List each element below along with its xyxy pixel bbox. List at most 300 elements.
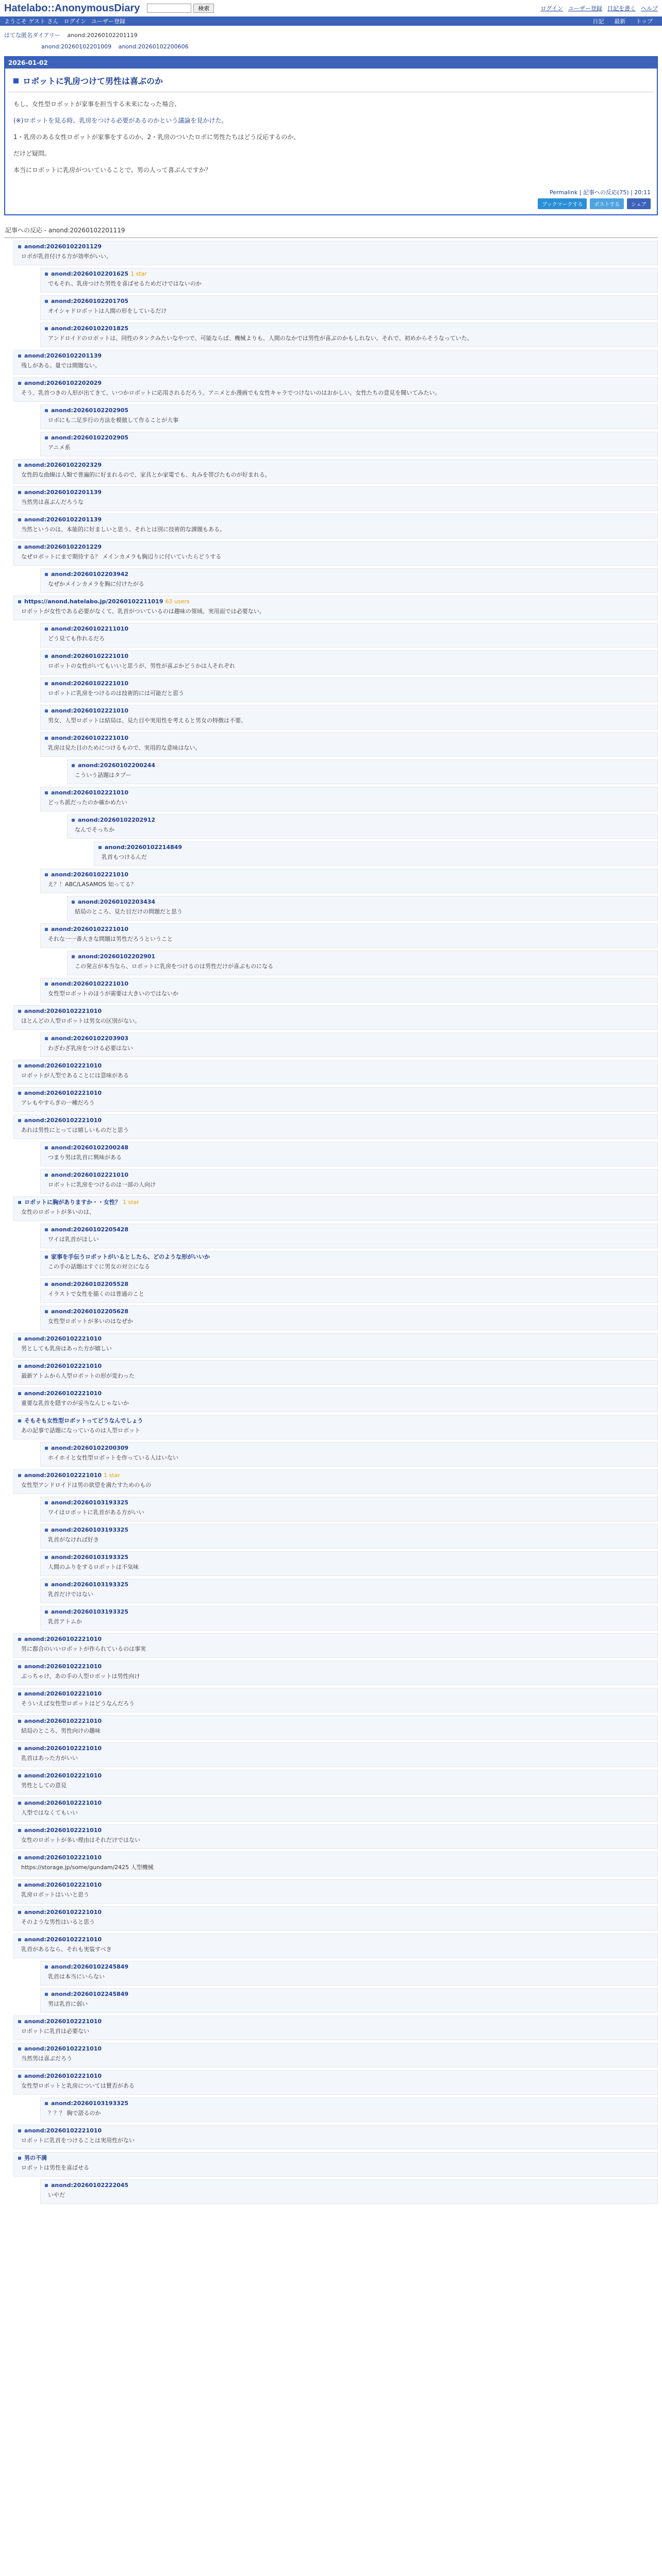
comment-item xyxy=(40,1032,658,1057)
comment-item xyxy=(13,486,658,511)
comment-item xyxy=(13,1087,658,1112)
comment-item xyxy=(13,1196,658,1221)
comment-text: ワイはロボットに乳首がある方がいい xyxy=(48,1509,144,1516)
comment-link[interactable]: anond:20260102201139 xyxy=(24,352,102,359)
nav-top-link[interactable]: トップ xyxy=(636,18,653,25)
breadcrumb-current: anond:20260102201119 xyxy=(67,32,138,39)
comment-link[interactable]: anond:20260102221010 xyxy=(24,1690,102,1697)
comment-item xyxy=(13,1469,658,1494)
comment-meta xyxy=(45,1171,653,1179)
comment-link[interactable]: anond:20260102221010 xyxy=(24,1062,102,1069)
comment-item xyxy=(13,1742,658,1767)
comment-text: 人間のふりをするロボットは不気味 xyxy=(48,1564,139,1570)
comment-link[interactable]: anond:20260102221010 xyxy=(24,1472,102,1479)
bullet-icon xyxy=(45,928,48,931)
bullet-icon xyxy=(45,737,48,740)
comment-meta xyxy=(18,2127,653,2135)
comment-link[interactable]: anond:20260102200248 xyxy=(51,1144,129,1151)
comment-link[interactable]: anond:20260102201139 xyxy=(24,516,102,523)
bullet-icon xyxy=(18,1665,21,1668)
comment-meta xyxy=(18,2072,653,2080)
comment-link[interactable]: anond:20260102201825 xyxy=(51,325,129,332)
comment-text: 女性的な曲線は人類で普遍的に好まれるので、家具とか家電でも、丸みを帯びたものが好まれる。 xyxy=(21,471,271,478)
comment-link[interactable]: anond:20260102203434 xyxy=(78,899,156,905)
comment-text: 女性型ロボットが多いのはなぜか xyxy=(48,1318,133,1325)
write-link[interactable]: 日記を書く xyxy=(607,5,636,12)
comment-item xyxy=(13,1879,658,1904)
comment-link[interactable]: anond:20260102221010 xyxy=(24,1117,102,1124)
comment-link[interactable]: anond:20260102245849 xyxy=(51,1963,129,1970)
comment-item xyxy=(13,2043,658,2067)
comment-link[interactable]: そもそも女性型ロボットってどうなんでしょう xyxy=(24,1417,143,1424)
bullet-icon xyxy=(18,1774,21,1777)
comment-link[interactable]: anond:20260102201625 xyxy=(51,270,129,277)
comment-text: ロボにも二足歩行の方法を模倣して作ることが大事 xyxy=(48,417,178,423)
nav-latest-link[interactable]: 最新 xyxy=(614,18,626,25)
comment-item xyxy=(13,1005,658,1030)
comment-text: ロボットに乳房をつけるのは一部の人向け xyxy=(48,1181,156,1188)
bullet-icon xyxy=(18,1938,21,1941)
bullet-icon xyxy=(18,1856,21,1859)
comment-link[interactable]: 男の不満 xyxy=(24,2155,47,2161)
comment-meta xyxy=(18,1826,653,1835)
article-paragraph: もし、女性型ロボットが家事を担当する未来になった場合、 xyxy=(13,100,181,108)
bullet-icon xyxy=(72,764,75,767)
bullet-icon xyxy=(18,1911,21,1914)
comment-link[interactable]: anond:20260102221010 xyxy=(24,1636,102,1642)
comment-text: そういえば女性型ロボットはどうなんだろう xyxy=(21,1700,135,1707)
comment-text: アニメ系 xyxy=(48,444,71,451)
comment-meta xyxy=(45,789,653,797)
comment-link[interactable]: https://anond.hatelabo.jp/20260102211019 xyxy=(24,598,163,605)
comment-link[interactable]: anond:20260102221010 xyxy=(51,1172,129,1178)
comment-meta xyxy=(45,1526,653,1534)
comment-text: ロボットは男性を喜ばせる xyxy=(21,2164,89,2171)
comment-meta xyxy=(18,1799,653,1807)
comment-meta xyxy=(45,707,653,715)
comment-item xyxy=(40,1551,658,1576)
bullet-icon xyxy=(18,2157,21,2160)
bullet-icon xyxy=(18,600,21,603)
bullet-icon xyxy=(45,1037,48,1040)
comment-link[interactable]: anond:20260102221010 xyxy=(24,1854,102,1861)
comment-meta xyxy=(18,1936,653,1944)
comment-link[interactable]: anond:20260102221010 xyxy=(24,1936,102,1943)
post-button[interactable]: ポストする xyxy=(590,198,624,209)
bullet-icon xyxy=(45,2184,48,2187)
register-link[interactable]: ユーザー登録 xyxy=(568,5,602,12)
bullet-icon xyxy=(18,1365,21,1368)
comment-meta xyxy=(18,1717,653,1725)
comment-text: そのような男性はいると思う xyxy=(21,1919,95,1925)
comment-link[interactable]: anond:20260102202329 xyxy=(24,462,102,468)
comment-item xyxy=(40,677,658,702)
comment-link[interactable]: anond:20260102202901 xyxy=(78,953,156,960)
bullet-icon xyxy=(18,2020,21,2023)
comment-link[interactable]: anond:20260102221010 xyxy=(24,1718,102,1724)
bullet-icon xyxy=(18,2047,21,2050)
article-paragraph: 本当にロボットに乳房がついていることで、男の人って喜ぶんですか？ xyxy=(13,166,211,174)
comment-text: 当然男は喜ぶだろう xyxy=(21,2055,72,2062)
comment-meta xyxy=(45,406,653,415)
comment-link[interactable]: anond:20260102221010 xyxy=(24,1882,102,1888)
comment-item xyxy=(13,2152,658,2177)
comment-meta xyxy=(45,1226,653,1234)
bullet-icon xyxy=(72,901,75,904)
refs-header: 記事への反応 - anond:20260102201119 xyxy=(4,224,658,238)
bullet-icon xyxy=(18,1337,21,1341)
comment-meta xyxy=(45,652,653,660)
comment-text: 当然というのは、本能的に好ましいと思う。それとは別に技術的な課題もある。 xyxy=(21,526,225,533)
comment-link[interactable]: anond:20260102221010 xyxy=(51,789,129,796)
comment-meta xyxy=(18,1881,653,1889)
bookmark-button[interactable]: ブックマークする xyxy=(538,198,587,209)
comment-text: ワイは乳首がほしい xyxy=(48,1236,99,1243)
comment-text: 乳房は見た目のためにつけるもので、実用的な意味はない。 xyxy=(48,744,201,751)
comment-link[interactable]: anond:20260102221010 xyxy=(51,871,129,878)
comment-link[interactable]: anond:20260102200244 xyxy=(78,762,156,769)
comment-item xyxy=(67,951,658,975)
comment-text: ロボットが人型であることには意味がある xyxy=(21,1072,129,1079)
site-header xyxy=(0,0,662,16)
comment-link[interactable]: anond:20260102245849 xyxy=(51,1991,129,1997)
comment-link[interactable]: anond:20260102221010 xyxy=(51,926,129,933)
comment-text: ロボットに乳首は必要ない xyxy=(21,2028,89,2035)
comment-text: それな一一番大きな問題は男性だろうということ xyxy=(48,936,173,942)
comment-text: なんでそっちか xyxy=(75,826,114,833)
comment-item xyxy=(40,1142,658,1166)
comment-text: ぶっちゃけ、あの手の人型ロボットは男性向け xyxy=(21,1673,140,1680)
bullet-icon xyxy=(18,1119,21,1122)
comment-item xyxy=(13,1934,658,1958)
comment-link[interactable]: anond:20260102221010 xyxy=(24,1909,102,1916)
comment-link[interactable]: anond:20260102205628 xyxy=(51,1308,129,1315)
comment-link[interactable]: 家事を手伝うロボットがいるとしたら、どのような形がいいか xyxy=(51,1253,210,1260)
comment-item xyxy=(40,623,658,648)
comment-link[interactable]: anond:20260102211010 xyxy=(51,625,129,632)
comment-link[interactable]: anond:20260102205428 xyxy=(51,1226,129,1233)
comment-item xyxy=(40,1224,658,1248)
comment-item xyxy=(40,295,658,320)
comment-link[interactable]: anond:20260102221010 xyxy=(24,2073,102,2079)
comment-meta xyxy=(45,925,653,934)
comment-link[interactable]: anond:20260103193325 xyxy=(51,1499,129,1506)
comment-meta xyxy=(18,598,653,606)
login-link[interactable]: ログイン xyxy=(540,5,563,12)
bullet-icon xyxy=(18,518,21,521)
site-logo[interactable]: Hatelabo::AnonymousDiary xyxy=(4,2,140,14)
comment-link[interactable]: anond:20260102221010 xyxy=(51,653,129,659)
comment-link[interactable]: anond:20260102202912 xyxy=(78,817,156,823)
comment-item xyxy=(13,1660,658,1685)
search-input[interactable] xyxy=(147,4,191,13)
comment-link[interactable]: anond:20260102214849 xyxy=(105,844,183,851)
comment-item xyxy=(40,1497,658,1521)
comment-text: 女性型ロボットのほうが需要は大きいのではないか xyxy=(48,990,178,997)
comment-link[interactable]: anond:20260102203903 xyxy=(51,1035,129,1042)
comment-text: ロボットに乳房をつけるのは技術的には可能だと思う xyxy=(48,690,184,697)
bullet-icon xyxy=(45,1965,48,1969)
comment-meta xyxy=(45,297,653,306)
help-link[interactable]: ヘルプ xyxy=(641,5,658,12)
share-buttons xyxy=(5,198,657,214)
comment-meta xyxy=(18,1635,653,1643)
bullet-icon xyxy=(18,382,21,385)
comment-item xyxy=(40,1278,658,1303)
comment-link[interactable]: anond:20260102221010 xyxy=(24,1772,102,1779)
comment-text: 乳首はあった方がいい xyxy=(21,1755,78,1761)
comment-text: 乳首があるなら、それも実装すべき xyxy=(21,1946,112,1953)
comment-link[interactable]: anond:20260102202905 xyxy=(51,434,129,441)
comment-link[interactable]: anond:20260102221010 xyxy=(24,2045,102,2052)
comment-meta xyxy=(45,680,653,688)
permalink[interactable]: Permalink | 記事への反応(75) | 20:11 xyxy=(550,189,651,196)
nav-login-link[interactable]: ログイン xyxy=(63,18,87,25)
comment-link[interactable]: anond:20260102205528 xyxy=(51,1281,129,1287)
bullet-icon xyxy=(18,1638,21,1641)
comment-text: 男女、人型ロボットは結局は、見た目や実用性を考えると男女の特徴は不要。 xyxy=(48,717,246,724)
bullet-icon xyxy=(72,819,75,822)
comment-link[interactable]: anond:20260102221010 xyxy=(24,2127,102,2134)
comment-meta xyxy=(18,1007,653,1015)
bullet-icon xyxy=(45,982,48,986)
comment-item xyxy=(13,1333,658,1358)
bullet-icon xyxy=(18,1747,21,1750)
comment-item xyxy=(67,896,658,921)
comment-meta xyxy=(72,761,653,770)
comment-item xyxy=(13,2070,658,2095)
comment-meta xyxy=(72,816,653,824)
comment-link[interactable]: anond:20260102222045 xyxy=(51,2182,129,2189)
comment-link[interactable]: ロボットに胸がありますか・・女性？ xyxy=(24,1199,121,1206)
comment-item xyxy=(13,1360,658,1385)
bullet-icon xyxy=(45,709,48,713)
bullet-icon xyxy=(45,1228,48,1231)
comment-text: こういう話題はタブー xyxy=(75,772,131,778)
comment-meta xyxy=(45,734,653,742)
comment-meta xyxy=(45,270,653,278)
comment-text: わざわざ乳房をつける必要はない xyxy=(48,1045,133,1052)
comment-item xyxy=(40,1306,658,1330)
comment-item xyxy=(40,2179,658,2204)
bullet-icon xyxy=(18,1064,21,1067)
comment-text: この手の話題はすぐに男女の対立になる xyxy=(48,1263,150,1270)
comment-item xyxy=(94,841,658,866)
prev-entry-link[interactable]: anond:20260102201009 xyxy=(41,43,112,50)
comment-text: 乳首は本当にいらない xyxy=(48,1973,105,1980)
comment-link[interactable]: anond:20260102201705 xyxy=(51,298,129,304)
comment-meta xyxy=(45,1280,653,1289)
comment-item xyxy=(40,705,658,730)
article-paragraph: 1・乳房のある女性ロボットが家事をするのか、2・乳房のついたロボに男性たちはどう反応するのか、 xyxy=(13,133,300,141)
comment-item xyxy=(13,241,658,265)
share-button[interactable]: シェア xyxy=(627,198,651,209)
article-footer xyxy=(5,185,657,198)
comment-item xyxy=(13,2015,658,2040)
comment-item xyxy=(13,541,658,566)
article-paragraph xyxy=(13,116,649,125)
comment-meta xyxy=(18,1663,653,1671)
comment-meta xyxy=(45,1499,653,1507)
comment-meta xyxy=(18,461,653,469)
comment-text: 乳首だけではない xyxy=(48,1591,93,1598)
comment-text: ？？？ 胸で語るのか xyxy=(48,2110,101,2116)
comment-link[interactable]: anond:20260102221010 xyxy=(51,980,129,987)
comment-meta xyxy=(18,352,653,360)
bullet-icon xyxy=(45,655,48,658)
comment-text: https://storage.jp/some/gundam/2425 人型機械 xyxy=(21,1864,154,1871)
comment-text: 乳首アトムか xyxy=(48,1618,82,1625)
comment-item xyxy=(13,1715,658,1740)
comment-link[interactable]: anond:20260102221010 xyxy=(24,1335,102,1342)
comment-item xyxy=(40,1606,658,1631)
star-count[interactable]: 1 star xyxy=(104,1472,120,1479)
bullet-icon xyxy=(98,846,102,849)
comment-link[interactable]: anond:20260103193325 xyxy=(51,1581,129,1588)
comment-text: どっち派だったのか確かめたい xyxy=(48,799,127,806)
comment-item xyxy=(13,2125,658,2149)
comment-meta xyxy=(18,1062,653,1070)
comment-text: 女性型アンドロイドは男の欲望を満たすためのもの xyxy=(21,1482,152,1488)
comment-link[interactable]: anond:20260103193325 xyxy=(51,1608,129,1615)
bullet-icon xyxy=(18,464,21,467)
comment-item xyxy=(13,596,658,620)
bullet-icon xyxy=(18,245,21,248)
comment-text: なぜロボットにまで期待する？ メインカメラも胸辺りに付いていたらどうする xyxy=(21,553,222,560)
bullet-icon xyxy=(72,955,75,958)
comment-item xyxy=(13,459,658,484)
bullet-icon xyxy=(45,1556,48,1559)
bullet-icon xyxy=(18,1474,21,1477)
bullet-icon xyxy=(18,546,21,549)
comment-meta xyxy=(98,843,653,852)
comment-link[interactable]: anond:20260103193325 xyxy=(51,1554,129,1561)
comment-item xyxy=(67,759,658,784)
comment-meta xyxy=(45,2099,653,2108)
comment-link[interactable]: anond:20260102221010 xyxy=(24,1745,102,1752)
comment-text: あれは男性にとっては嬉しいものだと思う xyxy=(21,1127,129,1133)
comment-link[interactable]: anond:20260102221010 xyxy=(24,2018,102,2025)
comment-meta xyxy=(72,898,653,906)
comment-item xyxy=(40,1579,658,1603)
bullet-icon xyxy=(45,682,48,685)
nav-register-link[interactable]: ユーザー登録 xyxy=(91,18,126,25)
comment-link[interactable]: anond:20260102201229 xyxy=(24,544,102,550)
comment-item xyxy=(40,978,658,1003)
comment-link[interactable]: anond:20260102201129 xyxy=(24,243,102,250)
comment-text: 最新アトムから人型ロボットの形が変わった xyxy=(21,1372,135,1379)
title-square-icon xyxy=(13,78,19,83)
comment-text: 結局のところ、男性向けの趣味 xyxy=(21,1727,101,1734)
comment-link[interactable]: anond:20260103193325 xyxy=(51,2100,129,2107)
comment-meta xyxy=(45,871,653,879)
comment-text: でもそれ、乳房つけた男性を喜ばせるためだけではないのか xyxy=(48,280,202,287)
bullet-icon xyxy=(18,1201,21,1204)
article-title[interactable] xyxy=(8,69,654,92)
bullet-icon xyxy=(45,1310,48,1313)
comment-meta xyxy=(18,2018,653,2026)
comment-text: ロボットに乳首をつけることは実用性がない xyxy=(21,2137,135,2144)
breadcrumb-top-link[interactable]: はてな匿名ダイアリー xyxy=(4,32,61,39)
comment-meta xyxy=(18,1744,653,1753)
bullet-icon xyxy=(45,273,48,276)
bullet-icon xyxy=(18,1829,21,1832)
bullet-icon xyxy=(18,354,21,358)
comment-meta xyxy=(18,516,653,524)
comment-link[interactable]: anond:20260102221010 xyxy=(24,1090,102,1096)
comment-link[interactable]: anond:20260102201139 xyxy=(24,489,102,496)
comment-link[interactable]: anond:20260102221010 xyxy=(24,1008,102,1014)
comment-text: ロボットが女性である必要がなくて、乳首がついているのは趣味の領域。実用面では必要ない。 xyxy=(21,608,265,615)
search-button[interactable]: 検索 xyxy=(193,4,214,13)
comment-link[interactable]: anond:20260102221010 xyxy=(51,707,129,714)
comment-text: アレもやすらぎの一種だろう xyxy=(21,1099,95,1106)
article xyxy=(4,56,658,215)
comment-meta xyxy=(45,625,653,633)
comment-meta xyxy=(18,1417,653,1425)
comment-link[interactable]: anond:20260102202905 xyxy=(51,407,129,414)
comment-link[interactable]: anond:20260102221010 xyxy=(24,1390,102,1397)
star-count[interactable]: 1 star xyxy=(130,270,147,277)
comment-meta xyxy=(45,1253,653,1261)
comment-link[interactable]: anond:20260103193325 xyxy=(51,1527,129,1533)
comment-link[interactable]: anond:20260102221010 xyxy=(24,1663,102,1670)
bullet-icon xyxy=(45,628,48,631)
comment-link[interactable]: anond:20260102221010 xyxy=(24,1827,102,1834)
comment-link[interactable]: anond:20260102200309 xyxy=(51,1445,129,1451)
star-count[interactable]: 63 users xyxy=(165,598,190,605)
comment-item xyxy=(40,787,658,811)
article-paragraph-link[interactable]: (※)ロボットを見る時、乳房をつける必要があるのかという議論を見かけた。 xyxy=(13,117,228,124)
comment-text: この発言が本当なら、ロボットに乳房をつけるのは男性だけが喜ぶものになる xyxy=(75,963,273,970)
comment-meta xyxy=(45,1144,653,1152)
comment-meta xyxy=(45,1581,653,1589)
comment-meta xyxy=(45,1444,653,1452)
comment-link[interactable]: anond:20260102221010 xyxy=(24,1800,102,1806)
comment-meta xyxy=(18,1089,653,1097)
comment-item xyxy=(13,1906,658,1931)
comment-link[interactable]: anond:20260102202029 xyxy=(24,380,102,386)
comment-link[interactable]: anond:20260102203942 xyxy=(51,571,129,578)
comment-meta xyxy=(18,1772,653,1780)
bullet-icon xyxy=(45,409,48,412)
breadcrumb xyxy=(0,26,662,41)
comment-link[interactable]: anond:20260102221010 xyxy=(51,680,129,687)
comment-item xyxy=(40,1169,658,1194)
comment-link[interactable]: anond:20260102221010 xyxy=(24,1363,102,1369)
bullet-icon xyxy=(45,1501,48,1504)
bullet-icon xyxy=(45,1256,48,1259)
comment-text: 女性のロボットが多い理由はそれだけではない xyxy=(21,1837,140,1843)
comment-text: え？！ABC/LASAMOS 知ってる？ xyxy=(48,881,137,888)
comment-text: ロボが乳首付ける方が効率がいい。 xyxy=(21,253,112,260)
comment-item xyxy=(40,1988,658,2013)
comment-item xyxy=(40,268,658,293)
comment-item xyxy=(40,1524,658,1549)
comment-meta xyxy=(18,379,653,387)
comment-meta xyxy=(18,488,653,497)
comment-item xyxy=(40,404,658,429)
comment-meta xyxy=(45,434,653,442)
comment-link[interactable]: anond:20260102221010 xyxy=(51,735,129,741)
comment-item xyxy=(67,814,658,839)
nav-diary-link[interactable]: 日記 xyxy=(592,18,604,25)
next-entry-link[interactable]: anond:20260102200606 xyxy=(118,43,189,50)
bullet-icon xyxy=(45,791,48,794)
comment-meta xyxy=(45,570,653,579)
star-count[interactable]: 1 star xyxy=(123,1199,139,1206)
comment-meta xyxy=(72,953,653,961)
